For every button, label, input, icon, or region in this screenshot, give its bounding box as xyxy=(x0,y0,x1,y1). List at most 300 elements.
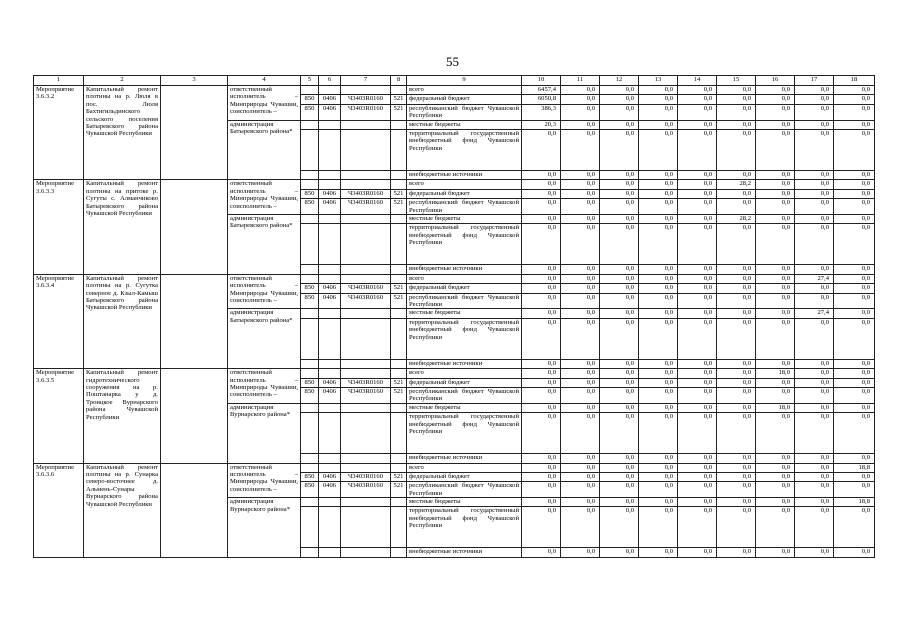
value-cell: 0,0 xyxy=(600,548,639,557)
header-cell: 8 xyxy=(391,76,407,86)
code-cell-c7 xyxy=(341,309,391,318)
source-label: местные бюджеты xyxy=(407,403,522,412)
value-cell: 0,0 xyxy=(717,274,756,283)
value-cell: 27,4 xyxy=(795,309,834,318)
value-cell: 0,0 xyxy=(756,224,795,265)
value-cell: 0,0 xyxy=(678,224,717,265)
value-cell: 0,0 xyxy=(600,120,639,129)
value-cell: 0,0 xyxy=(834,378,875,387)
value-cell: 0,0 xyxy=(522,369,561,378)
code-cell-c6: 0406 xyxy=(319,387,341,403)
value-cell: 0,0 xyxy=(561,274,600,283)
value-cell: 0,0 xyxy=(756,293,795,309)
value-cell: 0,0 xyxy=(717,507,756,548)
value-cell: 0,0 xyxy=(678,482,717,498)
value-cell: 27,4 xyxy=(795,274,834,283)
value-cell: 0,0 xyxy=(600,309,639,318)
source-label: территориальный государственный внебюджетный фонд Чувашской Республики xyxy=(407,129,522,170)
code-cell-c5 xyxy=(301,498,319,507)
value-cell: 0,0 xyxy=(795,387,834,403)
code-cell-c6: 0406 xyxy=(319,482,341,498)
value-cell: 0,0 xyxy=(561,403,600,412)
value-cell: 0,0 xyxy=(795,199,834,215)
value-cell: 0,0 xyxy=(678,265,717,274)
executor-bottom: администрация Батыревского района* xyxy=(228,120,301,180)
value-cell: 0,0 xyxy=(600,482,639,498)
value-cell: 0,0 xyxy=(561,498,600,507)
value-cell: 0,0 xyxy=(678,129,717,170)
value-cell: 0,0 xyxy=(561,472,600,481)
value-cell: 0,0 xyxy=(717,318,756,359)
value-cell: 0,0 xyxy=(678,189,717,198)
value-cell: 0,0 xyxy=(834,482,875,498)
value-cell: 0,0 xyxy=(756,265,795,274)
value-cell: 0,0 xyxy=(639,86,678,95)
value-cell: 0,0 xyxy=(834,413,875,454)
code-cell-c7 xyxy=(341,170,391,179)
executor-bottom: администрация Батыревского района* xyxy=(228,309,301,369)
code-cell-c6 xyxy=(319,86,341,95)
value-cell: 0,0 xyxy=(522,274,561,283)
code-cell-c8: 521 xyxy=(391,104,407,120)
value-cell: 0,0 xyxy=(834,265,875,274)
value-cell: 0,0 xyxy=(795,129,834,170)
source-label: федеральный бюджет xyxy=(407,95,522,104)
value-cell: 0,0 xyxy=(717,454,756,463)
code-cell-c7: Ч3403R0160 xyxy=(341,378,391,387)
source-label: всего xyxy=(407,369,522,378)
value-cell: 0,0 xyxy=(717,472,756,481)
value-cell: 0,0 xyxy=(717,95,756,104)
value-cell: 0,0 xyxy=(639,274,678,283)
value-cell: 0,0 xyxy=(600,95,639,104)
source-label: федеральный бюджет xyxy=(407,472,522,481)
value-cell: 0,0 xyxy=(678,413,717,454)
code-cell-c6 xyxy=(319,214,341,223)
value-cell: 0,0 xyxy=(834,224,875,265)
code-cell-c8 xyxy=(391,413,407,454)
source-label: территориальный государственный внебюджетный фонд Чувашской Республики xyxy=(407,318,522,359)
value-cell: 0,0 xyxy=(639,359,678,368)
value-cell: 0,0 xyxy=(639,104,678,120)
source-label: всего xyxy=(407,463,522,472)
value-cell: 0,0 xyxy=(678,120,717,129)
value-cell: 0,0 xyxy=(795,318,834,359)
code-cell-c8 xyxy=(391,548,407,557)
value-cell: 0,0 xyxy=(639,387,678,403)
source-label: республиканский бюджет Чувашской Республики xyxy=(407,482,522,498)
code-cell-c7: Ч3403R0160 xyxy=(341,293,391,309)
value-cell: 0,0 xyxy=(795,293,834,309)
value-cell: 0,0 xyxy=(678,180,717,189)
table-row xyxy=(34,86,875,95)
value-cell: 0,0 xyxy=(522,463,561,472)
code-cell-c5 xyxy=(301,180,319,189)
source-label: федеральный бюджет xyxy=(407,378,522,387)
value-cell: 0,0 xyxy=(522,318,561,359)
value-cell: 0,0 xyxy=(522,293,561,309)
code-cell-c8 xyxy=(391,214,407,223)
source-label: всего xyxy=(407,180,522,189)
value-cell: 0,0 xyxy=(600,463,639,472)
table-row xyxy=(34,180,875,189)
code-cell-c8: 521 xyxy=(391,95,407,104)
value-cell: 6457,4 xyxy=(522,86,561,95)
code-cell-c7 xyxy=(341,498,391,507)
code-cell-c8 xyxy=(391,454,407,463)
value-cell: 0,0 xyxy=(834,95,875,104)
header-cell: 12 xyxy=(600,76,639,86)
value-cell: 0,0 xyxy=(717,265,756,274)
code-cell-c8: 521 xyxy=(391,482,407,498)
header-cell: 4 xyxy=(228,76,301,86)
value-cell: 0,0 xyxy=(561,454,600,463)
value-cell: 0,0 xyxy=(522,284,561,293)
value-cell: 28,2 xyxy=(717,180,756,189)
value-cell: 0,0 xyxy=(834,86,875,95)
code-cell-c8 xyxy=(391,120,407,129)
source-label: республиканский бюджет Чувашской Республики xyxy=(407,293,522,309)
code-cell-c7 xyxy=(341,224,391,265)
code-cell-c6 xyxy=(319,463,341,472)
value-cell: 0,0 xyxy=(834,403,875,412)
value-cell: 0,0 xyxy=(795,189,834,198)
value-cell: 0,0 xyxy=(561,413,600,454)
value-cell: 0,0 xyxy=(561,265,600,274)
code-cell-c7: Ч3403R0160 xyxy=(341,482,391,498)
value-cell: 0,0 xyxy=(756,104,795,120)
value-cell: 0,0 xyxy=(834,284,875,293)
value-cell: 0,0 xyxy=(795,95,834,104)
code-cell-c6: 0406 xyxy=(319,189,341,198)
value-cell: 0,0 xyxy=(795,86,834,95)
value-cell: 0,0 xyxy=(522,170,561,179)
value-cell: 0,0 xyxy=(522,359,561,368)
measure-id: Мероприятие 3.6.3.2 xyxy=(34,86,84,180)
source-label: местные бюджеты xyxy=(407,498,522,507)
value-cell: 0,0 xyxy=(717,170,756,179)
value-cell: 0,0 xyxy=(600,129,639,170)
value-cell: 0,0 xyxy=(717,86,756,95)
value-cell: 0,0 xyxy=(522,180,561,189)
value-cell: 0,0 xyxy=(639,378,678,387)
value-cell: 0,0 xyxy=(600,369,639,378)
value-cell: 0,0 xyxy=(639,413,678,454)
value-cell: 0,0 xyxy=(756,498,795,507)
measure-id: Мероприятие 3.6.3.3 xyxy=(34,180,84,274)
code-cell-c7: Ч3403R0160 xyxy=(341,95,391,104)
value-cell: 0,0 xyxy=(561,224,600,265)
value-cell: 0,0 xyxy=(600,104,639,120)
value-cell: 0,0 xyxy=(717,189,756,198)
value-cell: 0,0 xyxy=(522,309,561,318)
value-cell: 0,0 xyxy=(834,120,875,129)
code-cell-c6 xyxy=(319,359,341,368)
code-cell-c7 xyxy=(341,274,391,283)
value-cell: 0,0 xyxy=(795,265,834,274)
source-label: местные бюджеты xyxy=(407,214,522,223)
code-cell-c8 xyxy=(391,170,407,179)
value-cell: 0,0 xyxy=(600,170,639,179)
value-cell: 0,0 xyxy=(561,387,600,403)
header-cell: 6 xyxy=(319,76,341,86)
value-cell: 0,0 xyxy=(561,369,600,378)
measure-id: Мероприятие 3.6.3.5 xyxy=(34,369,84,463)
value-cell: 0,0 xyxy=(561,180,600,189)
header-cell: 11 xyxy=(561,76,600,86)
value-cell: 0,0 xyxy=(678,472,717,481)
code-cell-c6: 0406 xyxy=(319,472,341,481)
value-cell: 0,0 xyxy=(522,403,561,412)
source-label: федеральный бюджет xyxy=(407,189,522,198)
code-cell-c7: Ч3403R0160 xyxy=(341,104,391,120)
value-cell: 0,0 xyxy=(756,170,795,179)
code-cell-c5 xyxy=(301,274,319,283)
value-cell: 0,0 xyxy=(756,387,795,403)
measure-id: Мероприятие 3.6.3.6 xyxy=(34,463,84,557)
code-cell-c8 xyxy=(391,403,407,412)
financing-table xyxy=(33,75,875,558)
value-cell: 0,0 xyxy=(678,507,717,548)
code-cell-c6: 0406 xyxy=(319,293,341,309)
value-cell: 0,0 xyxy=(834,274,875,283)
value-cell: 0,0 xyxy=(522,189,561,198)
executor-top: ответственный исполнитель – Минприроды Чувашии, соисполнитель – xyxy=(228,463,301,498)
code-cell-c5 xyxy=(301,224,319,265)
value-cell: 0,0 xyxy=(561,293,600,309)
value-cell: 0,0 xyxy=(717,369,756,378)
code-cell-c8 xyxy=(391,129,407,170)
value-cell: 0,0 xyxy=(561,309,600,318)
code-cell-c5: 850 xyxy=(301,199,319,215)
code-cell-c6 xyxy=(319,309,341,318)
value-cell: 0,0 xyxy=(639,214,678,223)
header-cell: 13 xyxy=(639,76,678,86)
code-cell-c7 xyxy=(341,454,391,463)
code-cell-c7 xyxy=(341,463,391,472)
value-cell: 0,0 xyxy=(639,265,678,274)
measure-name: Капитальный ремонт плотины на притоке р. Сугуты с. Алманчиково Батыревского района Чувашской Республики xyxy=(84,180,161,274)
value-cell: 0,0 xyxy=(561,214,600,223)
code-cell-c5 xyxy=(301,369,319,378)
value-cell: 0,0 xyxy=(522,482,561,498)
value-cell: 0,0 xyxy=(600,507,639,548)
value-cell: 0,0 xyxy=(795,180,834,189)
value-cell: 0,0 xyxy=(639,318,678,359)
code-cell-c6 xyxy=(319,170,341,179)
source-label: внебюджетные источники xyxy=(407,359,522,368)
code-cell-c6 xyxy=(319,413,341,454)
empty-cell xyxy=(161,274,228,368)
code-cell-c6: 0406 xyxy=(319,199,341,215)
value-cell: 0,0 xyxy=(639,129,678,170)
page-number: 55 xyxy=(446,54,459,69)
value-cell: 0,0 xyxy=(678,403,717,412)
value-cell: 0,0 xyxy=(600,318,639,359)
code-cell-c8: 521 xyxy=(391,189,407,198)
source-label: внебюджетные источники xyxy=(407,265,522,274)
empty-cell xyxy=(161,180,228,274)
value-cell: 0,0 xyxy=(639,189,678,198)
header-cell: 18 xyxy=(834,76,875,86)
value-cell: 0,0 xyxy=(795,104,834,120)
value-cell: 0,0 xyxy=(639,293,678,309)
code-cell-c6 xyxy=(319,274,341,283)
value-cell: 0,0 xyxy=(678,387,717,403)
code-cell-c6 xyxy=(319,224,341,265)
code-cell-c5: 850 xyxy=(301,95,319,104)
header-cell: 3 xyxy=(161,76,228,86)
measure-id: Мероприятие 3.6.3.4 xyxy=(34,274,84,368)
measure-name: Капитальный ремонт плотины на р. Сугутка северное д. Кзыл-Камыш Батыревского района Чувашской Республики xyxy=(84,274,161,368)
executor-top: ответственный исполнитель – Минприроды Чувашии, соисполнитель – xyxy=(228,274,301,309)
value-cell: 0,0 xyxy=(834,180,875,189)
value-cell: 0,0 xyxy=(834,129,875,170)
value-cell: 0,0 xyxy=(600,189,639,198)
value-cell: 0,0 xyxy=(600,224,639,265)
table-row xyxy=(34,369,875,378)
code-cell-c5: 850 xyxy=(301,293,319,309)
code-cell-c5 xyxy=(301,454,319,463)
source-label: республиканский бюджет Чувашской Республики xyxy=(407,199,522,215)
value-cell: 0,0 xyxy=(678,548,717,557)
value-cell: 0,0 xyxy=(639,403,678,412)
value-cell: 0,0 xyxy=(756,463,795,472)
value-cell: 0,0 xyxy=(639,224,678,265)
value-cell: 0,0 xyxy=(522,507,561,548)
code-cell-c7: Ч3403R0160 xyxy=(341,472,391,481)
value-cell: 0,0 xyxy=(678,95,717,104)
header-cell: 2 xyxy=(84,76,161,86)
value-cell: 0,0 xyxy=(600,387,639,403)
header-cell: 14 xyxy=(678,76,717,86)
value-cell: 0,0 xyxy=(522,472,561,481)
value-cell: 0,0 xyxy=(756,454,795,463)
value-cell: 0,0 xyxy=(834,507,875,548)
executor-bottom: администрация Вурнарского района* xyxy=(228,403,301,463)
executor-bottom: администрация Батыревского района* xyxy=(228,214,301,274)
code-cell-c5 xyxy=(301,309,319,318)
header-cell: 7 xyxy=(341,76,391,86)
code-cell-c5 xyxy=(301,214,319,223)
code-cell-c8 xyxy=(391,86,407,95)
code-cell-c5 xyxy=(301,507,319,548)
header-cell: 10 xyxy=(522,76,561,86)
value-cell: 0,0 xyxy=(600,284,639,293)
value-cell: 0,0 xyxy=(756,507,795,548)
value-cell: 0,0 xyxy=(639,95,678,104)
executor-bottom: администрация Вурнарского района* xyxy=(228,498,301,558)
value-cell: 0,0 xyxy=(795,378,834,387)
measure-name: Капитальный ремонт гидротехнического сооружения на р. Поштанарка у д. Троицкое Вурнарского района Чувашской Республики xyxy=(84,369,161,463)
value-cell: 0,0 xyxy=(717,293,756,309)
code-cell-c8: 521 xyxy=(391,378,407,387)
value-cell: 0,0 xyxy=(756,189,795,198)
code-cell-c7 xyxy=(341,359,391,368)
value-cell: 0,0 xyxy=(717,387,756,403)
value-cell: 0,0 xyxy=(561,359,600,368)
value-cell: 0,0 xyxy=(678,369,717,378)
value-cell: 0,0 xyxy=(834,199,875,215)
code-cell-c6 xyxy=(319,507,341,548)
value-cell: 0,0 xyxy=(795,548,834,557)
value-cell: 0,0 xyxy=(561,548,600,557)
value-cell: 0,0 xyxy=(522,413,561,454)
value-cell: 0,0 xyxy=(756,95,795,104)
source-label: внебюджетные источники xyxy=(407,170,522,179)
value-cell: 0,0 xyxy=(561,86,600,95)
code-cell-c8: 521 xyxy=(391,472,407,481)
value-cell: 0,0 xyxy=(717,548,756,557)
value-cell: 0,0 xyxy=(600,413,639,454)
value-cell: 0,0 xyxy=(639,454,678,463)
value-cell: 0,0 xyxy=(678,104,717,120)
executor-top: ответственный исполнитель – Минприроды Чувашии, соисполнитель – xyxy=(228,180,301,215)
code-cell-c7: Ч3403R0160 xyxy=(341,199,391,215)
value-cell: 0,0 xyxy=(717,403,756,412)
value-cell: 0,0 xyxy=(522,548,561,557)
code-cell-c6: 0406 xyxy=(319,284,341,293)
code-cell-c5 xyxy=(301,120,319,129)
value-cell: 0,0 xyxy=(561,318,600,359)
value-cell: 0,0 xyxy=(639,482,678,498)
value-cell: 0,0 xyxy=(639,120,678,129)
value-cell: 0,0 xyxy=(834,293,875,309)
code-cell-c8: 521 xyxy=(391,293,407,309)
value-cell: 0,0 xyxy=(639,463,678,472)
value-cell: 0,0 xyxy=(678,199,717,215)
code-cell-c7 xyxy=(341,120,391,129)
value-cell: 0,0 xyxy=(600,274,639,283)
code-cell-c8 xyxy=(391,224,407,265)
value-cell: 0,0 xyxy=(756,472,795,481)
value-cell: 0,0 xyxy=(795,170,834,179)
value-cell: 18,8 xyxy=(834,498,875,507)
source-label: внебюджетные источники xyxy=(407,548,522,557)
code-cell-c6 xyxy=(319,369,341,378)
value-cell: 0,0 xyxy=(600,378,639,387)
value-cell: 0,0 xyxy=(717,284,756,293)
value-cell: 0,0 xyxy=(795,463,834,472)
code-cell-c5 xyxy=(301,463,319,472)
value-cell: 0,0 xyxy=(834,369,875,378)
value-cell: 0,0 xyxy=(795,454,834,463)
value-cell: 0,0 xyxy=(795,369,834,378)
code-cell-c6 xyxy=(319,129,341,170)
value-cell: 0,0 xyxy=(678,463,717,472)
value-cell: 0,0 xyxy=(678,318,717,359)
code-cell-c6 xyxy=(319,265,341,274)
header-cell: 1 xyxy=(34,76,84,86)
source-label: местные бюджеты xyxy=(407,120,522,129)
value-cell: 0,0 xyxy=(678,378,717,387)
value-cell: 0,0 xyxy=(756,284,795,293)
empty-cell xyxy=(161,463,228,557)
value-cell: 0,0 xyxy=(834,548,875,557)
value-cell: 0,0 xyxy=(756,214,795,223)
code-cell-c8 xyxy=(391,318,407,359)
code-cell-c8: 521 xyxy=(391,284,407,293)
source-label: всего xyxy=(407,86,522,95)
header-row xyxy=(34,76,875,86)
value-cell: 0,0 xyxy=(600,214,639,223)
header-cell: 15 xyxy=(717,76,756,86)
code-cell-c5 xyxy=(301,548,319,557)
value-cell: 0,0 xyxy=(756,482,795,498)
value-cell: 0,0 xyxy=(639,284,678,293)
code-cell-c7 xyxy=(341,548,391,557)
value-cell: 0,0 xyxy=(795,284,834,293)
